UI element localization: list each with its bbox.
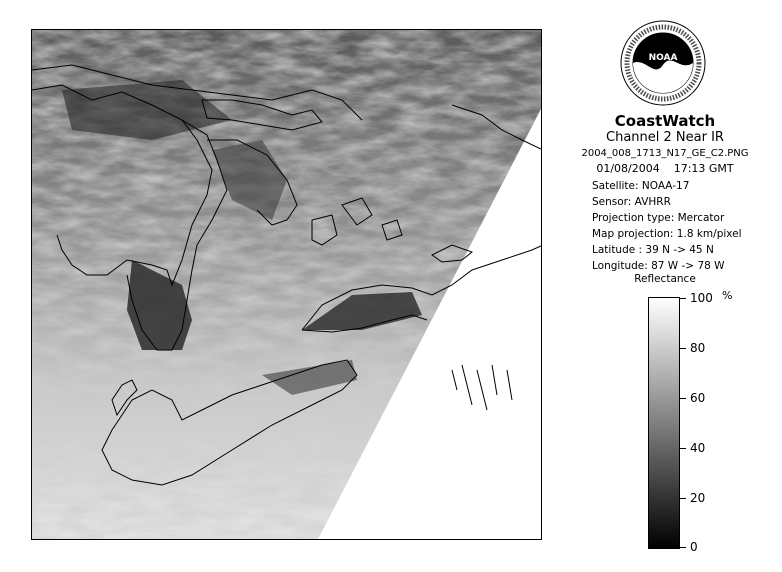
app-title: CoastWatch bbox=[614, 112, 716, 130]
longitude-label: Longitude: 87 W -> 78 W bbox=[592, 260, 725, 272]
latitude-label: Latitude : 39 N -> 45 N bbox=[592, 244, 714, 256]
sensor-label: Sensor: AVHRR bbox=[592, 196, 671, 208]
colorbar-label-0: 0 bbox=[690, 540, 698, 554]
reflectance-colorbar bbox=[648, 297, 680, 549]
colorbar-tick-80 bbox=[680, 348, 686, 349]
colorbar-label-100: 100 bbox=[690, 291, 713, 305]
colorbar-title: Reflectance bbox=[634, 273, 696, 285]
colorbar-unit: % bbox=[722, 289, 733, 302]
satellite-map[interactable] bbox=[31, 29, 542, 540]
map-projection-label: Map projection: 1.8 km/pixel bbox=[592, 228, 742, 240]
colorbar-tick-20 bbox=[680, 498, 686, 499]
colorbar-label-40: 40 bbox=[690, 441, 706, 455]
noaa-logo-text: NOAA bbox=[648, 53, 678, 63]
channel-label: Channel 2 Near IR bbox=[606, 130, 724, 145]
colorbar-tick-100 bbox=[680, 298, 686, 299]
map-svg bbox=[32, 30, 542, 540]
satellite-label: Satellite: NOAA-17 bbox=[592, 180, 690, 192]
filename-label: 2004_008_1713_N17_GE_C2.PNG bbox=[581, 148, 749, 159]
datetime-label: 01/08/2004 17:13 GMT bbox=[596, 162, 734, 175]
noaa-logo-icon bbox=[620, 20, 706, 106]
colorbar-tick-0 bbox=[680, 547, 686, 548]
projection-type-label: Projection type: Mercator bbox=[592, 212, 725, 224]
colorbar-label-20: 20 bbox=[690, 491, 706, 505]
colorbar-label-60: 60 bbox=[690, 391, 706, 405]
colorbar-tick-60 bbox=[680, 398, 686, 399]
noaa-logo bbox=[620, 20, 706, 106]
finger-lakes bbox=[452, 365, 512, 410]
colorbar-label-80: 80 bbox=[690, 341, 706, 355]
colorbar-tick-40 bbox=[680, 448, 686, 449]
